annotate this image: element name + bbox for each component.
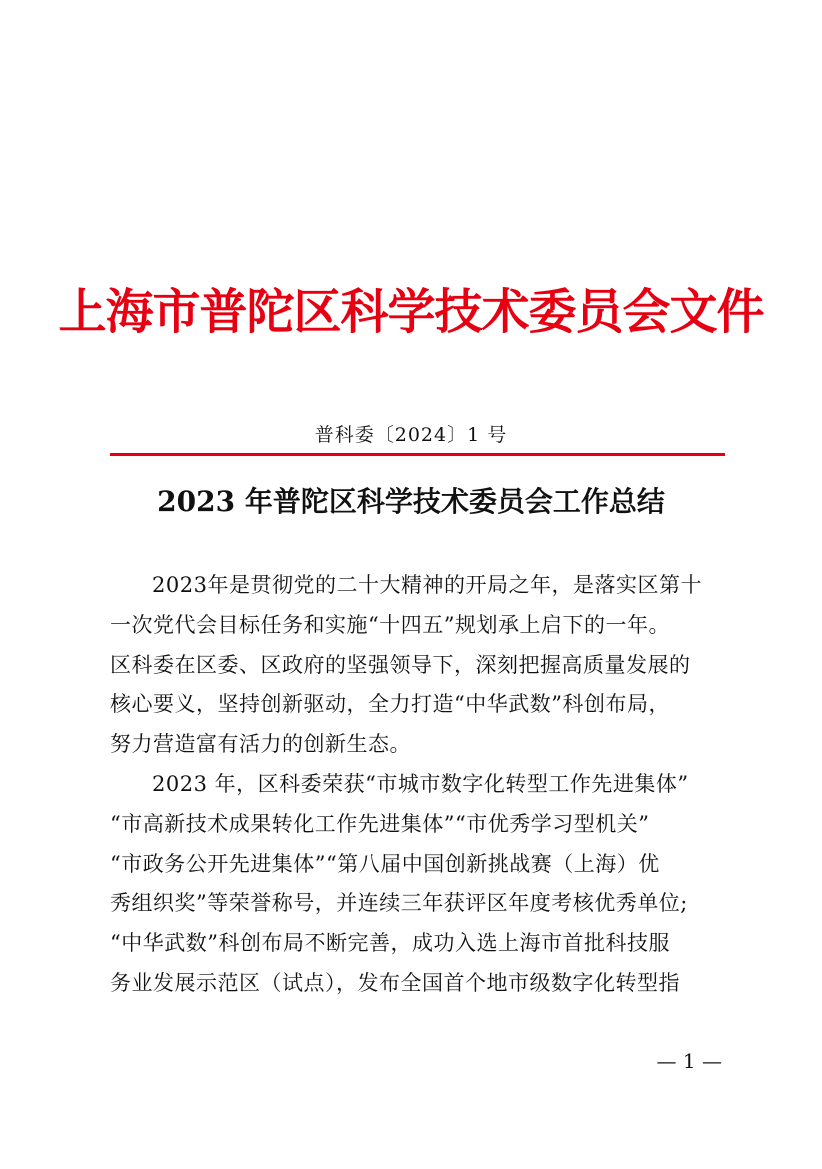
paragraph-line: 努力营造富有活力的创新生态。 bbox=[110, 732, 411, 757]
paragraph-line: 秀组织奖”等荣誉称号，并连续三年获评区年度考核优秀单位; bbox=[110, 891, 688, 916]
document-number: 普科委〔2024〕1 号 bbox=[314, 424, 508, 446]
paragraph-line: “中华武数”科创布局不断完善，成功入选上海市首批科技服 bbox=[110, 931, 670, 956]
paragraph-line: 2023年是贯彻党的二十大精神的开局之年，是落实区第十 bbox=[152, 573, 702, 597]
paragraph-line: “市政务公开先进集体”“第八届中国创新挑战赛（上海）优 bbox=[110, 851, 660, 876]
document-body bbox=[110, 566, 720, 1004]
paragraph-line: 务业发展示范区（试点），发布全国首个地市级数字化转型指 bbox=[110, 970, 680, 995]
paragraph-1 bbox=[110, 566, 720, 765]
red-divider-line bbox=[110, 453, 725, 456]
issuing-organization-title: 上海市普陀区科学技术委员会文件 bbox=[58, 284, 764, 340]
paragraph-2 bbox=[110, 765, 720, 1004]
paragraph-line: 2023 年，区科委荣获“市城市数字化转型工作先进集体” bbox=[152, 771, 689, 796]
paragraph-line: 一次党代会目标任务和实施“十四五”规划承上启下的一年。 bbox=[110, 612, 670, 637]
document-title: 2023 年普陀区科学技术委员会工作总结 bbox=[157, 485, 665, 518]
paragraph-line: 区科委在区委、区政府的坚强领导下，深刻把握高质量发展的 bbox=[110, 652, 691, 677]
page-number: — 1 — bbox=[656, 1049, 722, 1073]
paragraph-line: “市高新技术成果转化工作先进集体”“市优秀学习型机关” bbox=[110, 811, 650, 836]
paragraph-line: 核心要义，坚持创新驱动，全力打造“中华武数”科创布局， bbox=[110, 692, 670, 717]
